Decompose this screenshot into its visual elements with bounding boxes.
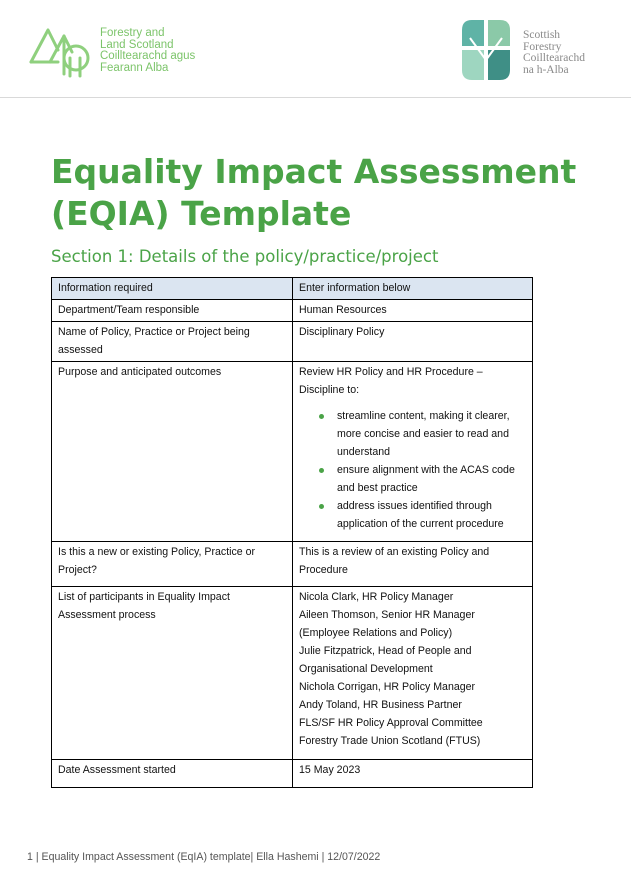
list-item: address issues identified through application of the current procedure — [337, 497, 526, 533]
header-cell: Information required — [52, 278, 293, 300]
sf-logo-line: Forestry — [523, 40, 562, 53]
section-heading: Section 1: Details of the policy/practice/project — [51, 247, 439, 266]
row-label: Date Assessment started — [52, 760, 293, 788]
row-value — [293, 587, 533, 760]
table-header-row — [52, 278, 533, 300]
sf-leaf-icon — [458, 16, 514, 84]
table-row — [52, 542, 533, 587]
row-label: Department/Team responsible — [52, 300, 293, 322]
row-value: This is a review of an existing Policy and Procedure — [293, 542, 533, 587]
purpose-intro: Review HR Policy and HR Procedure – Discipline to: — [299, 366, 483, 396]
row-label: List of participants in Equality Impact Assessment process — [52, 587, 293, 760]
fls-tree-icon — [28, 22, 98, 82]
row-value: Disciplinary Policy — [293, 322, 533, 362]
sf-logo-line: Scottish — [523, 29, 561, 41]
row-value: Human Resources — [293, 300, 533, 322]
fls-logo-line: Coilltearachd agus — [100, 50, 196, 62]
table-row — [52, 300, 533, 322]
sf-logo-line: Coilltearachd — [523, 52, 585, 64]
details-table — [51, 277, 533, 788]
participant: Forestry Trade Union Scotland (FTUS) — [299, 735, 481, 747]
fls-logo-line: Fearann Alba — [100, 61, 169, 74]
participant: Andy Toland, HR Business Partner — [299, 699, 462, 711]
header-cell: Enter information below — [293, 278, 533, 300]
participant: Aileen Thomson, Senior HR Manager (Employee Relations and Policy) — [299, 609, 475, 639]
table-row — [52, 322, 533, 362]
participant: Nichola Corrigan, HR Policy Manager — [299, 681, 476, 693]
row-value — [293, 362, 533, 542]
row-value: 15 May 2023 — [293, 760, 533, 788]
participant: Julie Fitzpatrick, Head of People and Organisational Development — [299, 645, 472, 675]
list-item: ensure alignment with the ACAS code and best practice — [337, 461, 526, 497]
sf-logo-text — [523, 30, 585, 76]
list-item: streamline content, making it clearer, more concise and easier to read and understand — [337, 407, 526, 461]
fls-logo-line: Forestry and — [100, 27, 165, 39]
document-title: Equality Impact Assessment (EQIA) Template — [51, 152, 577, 233]
sf-logo-line: na h-Alba — [523, 63, 569, 76]
fls-logo-text — [100, 28, 195, 74]
fls-logo-line: Land Scotland — [100, 38, 174, 51]
header-divider — [0, 97, 631, 98]
participant: FLS/SF HR Policy Approval Committee — [299, 717, 483, 729]
table-row — [52, 760, 533, 788]
page-footer: 1 | Equality Impact Assessment (EqIA) template| Ella Hashemi | 12/07/2022 — [27, 851, 381, 863]
row-label: Is this a new or existing Policy, Practice or Project? — [52, 542, 293, 587]
purpose-list — [299, 407, 526, 533]
row-label: Purpose and anticipated outcomes — [52, 362, 293, 542]
participant: Nicola Clark, HR Policy Manager — [299, 591, 454, 603]
row-label: Name of Policy, Practice or Project being assessed — [52, 322, 293, 362]
page-header — [0, 0, 631, 98]
table-row — [52, 362, 533, 542]
table-row — [52, 587, 533, 760]
